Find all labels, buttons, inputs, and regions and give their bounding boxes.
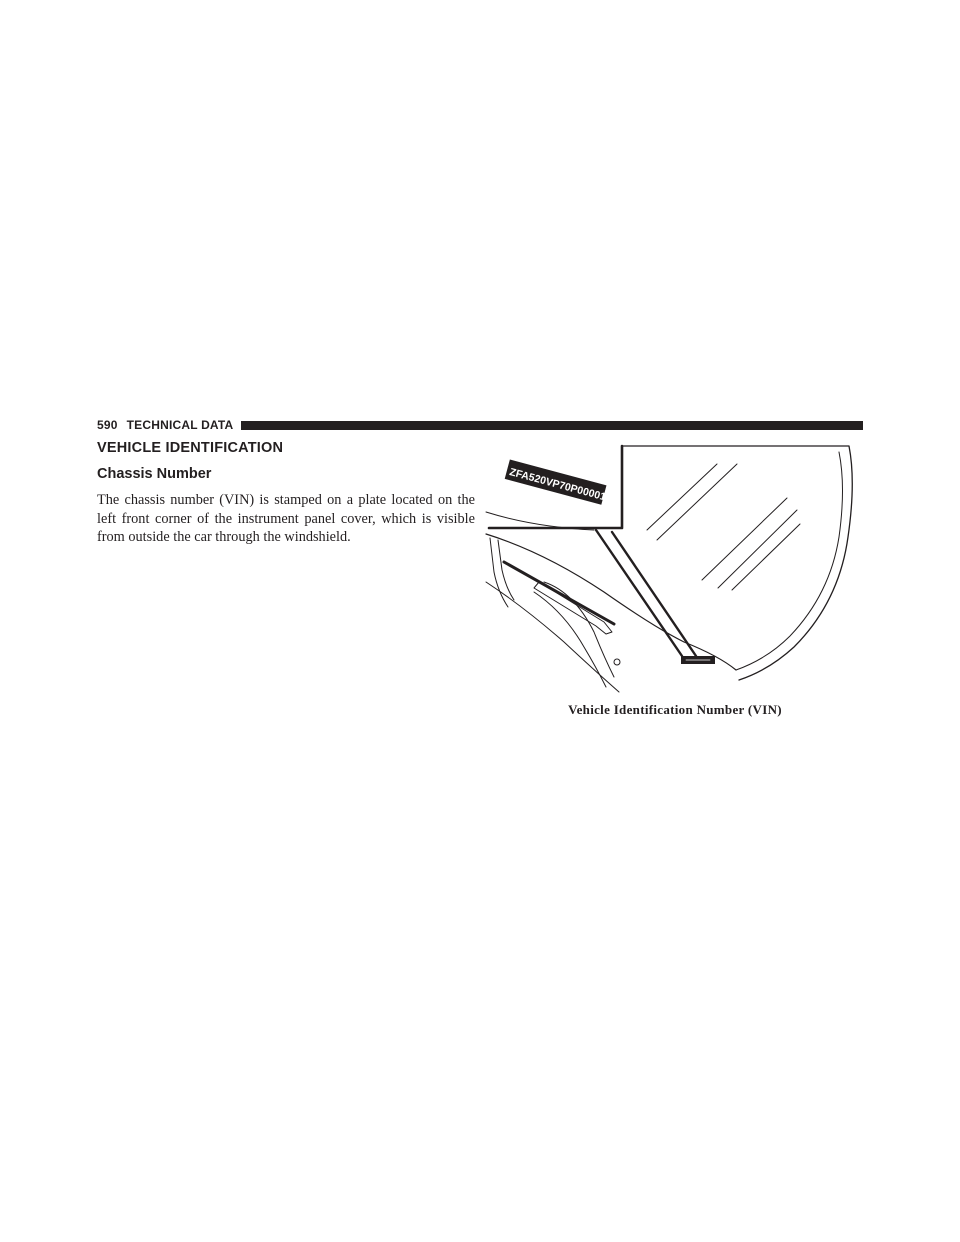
hood-line xyxy=(486,534,736,670)
sub-heading: Chassis Number xyxy=(97,466,212,482)
page-number: 590 xyxy=(97,418,118,432)
figure-caption: Vehicle Identification Number (VIN) xyxy=(568,702,782,717)
wiper-blade xyxy=(504,562,614,624)
glass-reflection xyxy=(657,464,737,540)
main-heading: VEHICLE IDENTIFICATION xyxy=(97,440,284,456)
glass-reflection xyxy=(732,524,800,590)
a-pillar-inner xyxy=(498,540,514,600)
wiper-pivot xyxy=(614,659,620,665)
section-title: TECHNICAL DATA xyxy=(126,418,234,432)
callout-pointer xyxy=(612,532,696,656)
glass-reflection xyxy=(718,510,797,588)
hood-line-lower xyxy=(486,582,619,692)
callout-pointer xyxy=(596,530,682,656)
page-header xyxy=(97,417,863,433)
vin-location-illustration xyxy=(484,442,866,697)
windshield-edge xyxy=(622,446,852,680)
vin-label: ZFA520VP70P000016 xyxy=(508,466,613,505)
glass-reflection xyxy=(647,464,717,530)
header-rule xyxy=(241,421,863,430)
body-paragraph: The chassis number (VIN) is stamped on a plate located on the left front corner of the instrument panel cover, which is visible from outside the car through the windshield. xyxy=(97,492,475,545)
vin-label-band xyxy=(505,460,615,507)
glass-reflection xyxy=(702,498,787,580)
windshield-inner-edge xyxy=(736,452,843,670)
windshield-drawing xyxy=(484,442,866,697)
wiper-linkage-2 xyxy=(534,592,606,687)
wiper-linkage xyxy=(544,582,614,677)
